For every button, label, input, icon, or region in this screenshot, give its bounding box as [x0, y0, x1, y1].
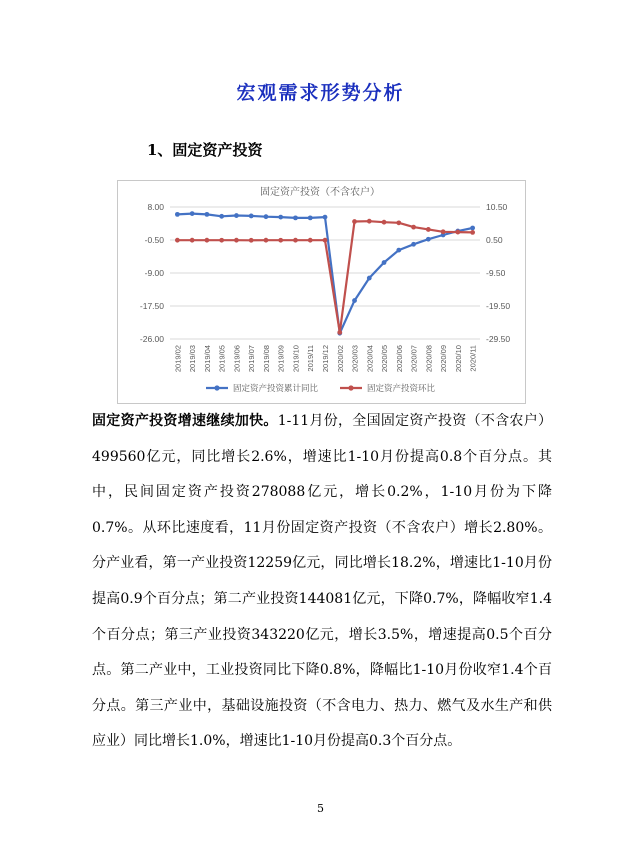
data-point-series-2 — [219, 238, 224, 243]
x-tick-label: 2020/08 — [424, 345, 434, 373]
legend-marker-2 — [348, 385, 353, 390]
x-tick-label: 2019/12 — [321, 345, 330, 373]
x-tick-label: 2019/11 — [306, 345, 316, 372]
data-point-series-1 — [382, 260, 387, 265]
page-number: 5 — [317, 802, 324, 815]
data-point-series-2 — [249, 238, 254, 243]
right-tick-label: -29.50 — [486, 334, 511, 344]
legend-marker-1 — [214, 385, 219, 390]
data-point-series-1 — [367, 276, 372, 281]
data-point-series-1 — [470, 226, 475, 231]
x-tick-label: 2019/10 — [291, 345, 301, 373]
x-tick-label: 2020/03 — [350, 345, 360, 373]
data-point-series-1 — [219, 214, 224, 219]
right-tick-label: -19.50 — [486, 301, 511, 311]
data-point-series-2 — [367, 219, 372, 224]
x-tick-label: 2020/06 — [394, 345, 404, 373]
legend-label-1: 固定资产投资累计同比 — [233, 383, 319, 393]
data-point-series-1 — [249, 214, 254, 219]
data-point-series-1 — [411, 242, 416, 247]
x-tick-label: 2020/09 — [439, 345, 449, 373]
data-point-series-1 — [205, 212, 210, 217]
x-tick-label: 2019/07 — [247, 345, 257, 373]
data-point-series-2 — [278, 238, 283, 243]
data-point-series-2 — [308, 238, 313, 243]
data-point-series-2 — [455, 230, 460, 235]
x-tick-label: 2019/09 — [276, 345, 286, 373]
right-tick-label: 0.50 — [486, 235, 503, 245]
data-point-series-1 — [234, 213, 239, 218]
chart-svg — [118, 181, 525, 403]
x-tick-label: 2020/05 — [380, 345, 390, 373]
x-tick-label: 2019/02 — [173, 345, 183, 373]
chart-title: 固定资产投资（不含农户） — [260, 187, 380, 198]
data-point-series-2 — [382, 220, 387, 225]
data-point-series-1 — [426, 237, 431, 242]
left-tick-label: -26.00 — [139, 334, 164, 344]
data-point-series-2 — [411, 225, 416, 230]
paragraph-lead: 固定资产投资增速继续加快。 — [92, 413, 278, 429]
data-point-series-2 — [323, 238, 328, 243]
data-point-series-1 — [278, 215, 283, 220]
data-point-series-2 — [470, 230, 475, 235]
data-point-series-2 — [264, 238, 269, 243]
data-point-series-1 — [396, 248, 401, 253]
legend-label-2: 固定资产投资环比 — [367, 383, 436, 393]
data-point-series-2 — [293, 238, 298, 243]
section-heading: 1、固定资产投资 — [147, 141, 263, 159]
x-tick-label: 2020/11 — [468, 345, 478, 372]
left-tick-label: -17.50 — [139, 301, 164, 311]
right-tick-label: -9.50 — [486, 268, 506, 278]
left-tick-label: -0.50 — [144, 235, 164, 245]
data-point-series-1 — [190, 211, 195, 216]
x-tick-label: 2019/05 — [217, 345, 227, 373]
paragraph-text: 1-11月份，全国固定资产投资（不含农户）499560亿元，同比增长2.6%，增速比1-10月份提高0.8个百分点。其中，民间固定资产投资278088亿元，增长0.2%，1-10月份为下降0.7%。从环比速度看，11月份固定资产投资（不含农户）增长2.80%。分产业看，第一产业投资12259亿元，同比增长18.2%，增速比1-10月份提高0.9个百分点；第二产业投资144081亿元，下降0.7%，降幅收窄1.4个百分点；第三产业投资343220亿元，增长3.5%，增速提高0.5个百分点。第二产业中，工业投资同比下降0.8%，降幅比1-10月份收窄1.4个百分点。第三产业中，基础设施投资（不含电力、热力、燃气及水生产和供应业）同比增长1.0%，增速比1-10月份提高0.3个百分点。 — [92, 413, 552, 750]
x-tick-label: 2019/08 — [261, 345, 271, 373]
fixed-asset-investment-chart — [117, 180, 526, 404]
body-paragraph — [92, 404, 552, 760]
x-tick-label: 2020/10 — [453, 345, 463, 373]
data-point-series-2 — [396, 220, 401, 225]
x-tick-label: 2020/04 — [365, 345, 375, 373]
x-tick-label: 2020/07 — [409, 345, 419, 373]
data-point-series-1 — [323, 215, 328, 220]
x-tick-label: 2020/02 — [335, 345, 345, 373]
data-point-series-1 — [352, 298, 357, 303]
data-point-series-2 — [337, 330, 342, 335]
x-tick-label: 2019/06 — [232, 345, 242, 373]
data-point-series-2 — [234, 238, 239, 243]
data-point-series-2 — [352, 219, 357, 224]
data-point-series-2 — [205, 238, 210, 243]
data-point-series-1 — [264, 214, 269, 219]
data-point-series-2 — [426, 227, 431, 232]
data-point-series-1 — [293, 215, 298, 220]
left-tick-label: -9.00 — [144, 268, 164, 278]
x-tick-label: 2019/04 — [202, 345, 212, 373]
data-point-series-1 — [308, 215, 313, 220]
data-point-series-2 — [190, 238, 195, 243]
data-point-series-1 — [175, 212, 180, 217]
data-point-series-2 — [175, 238, 180, 243]
page-title: 宏观需求形势分析 — [236, 82, 405, 104]
left-tick-label: 8.00 — [147, 202, 164, 212]
right-tick-label: 10.50 — [486, 202, 508, 212]
data-point-series-2 — [441, 229, 446, 234]
x-tick-label: 2019/03 — [188, 345, 198, 373]
